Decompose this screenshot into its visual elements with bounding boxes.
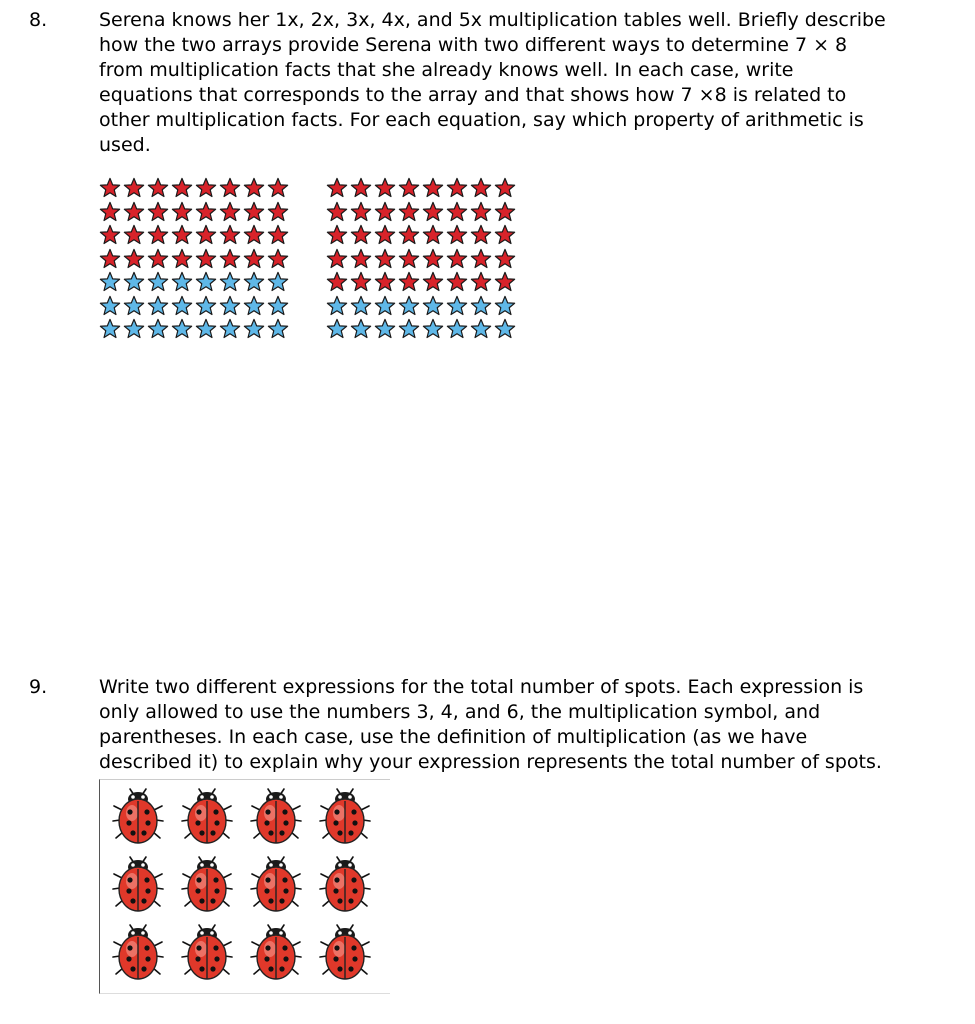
red-star-icon: [374, 271, 396, 293]
question-8-line: Serena knows her 1x, 2x, 3x, 4x, and 5x multiplication tables well. Briefly describe: [99, 9, 886, 31]
star-array-right: [326, 177, 518, 342]
blue-star-icon: [147, 295, 169, 317]
red-star-icon: [470, 201, 492, 223]
question-8-line: how the two arrays provide Serena with two different ways to determine 7 × 8: [99, 34, 848, 56]
red-star-icon: [99, 177, 121, 199]
red-star-icon: [123, 201, 145, 223]
question-9-line: parentheses. In each case, use the definition of multiplication (as we have: [99, 726, 808, 748]
red-star-icon: [494, 224, 516, 246]
red-star-icon: [219, 177, 241, 199]
ladybug-icon: [319, 922, 371, 982]
red-star-icon: [374, 177, 396, 199]
red-star-icon: [494, 177, 516, 199]
blue-star-icon: [171, 318, 193, 340]
blue-star-icon: [267, 271, 289, 293]
blue-star-icon: [494, 318, 516, 340]
red-star-icon: [243, 177, 265, 199]
red-star-icon: [195, 224, 217, 246]
red-star-icon: [422, 224, 444, 246]
red-star-icon: [267, 177, 289, 199]
blue-star-icon: [171, 271, 193, 293]
red-star-icon: [470, 248, 492, 270]
blue-star-icon: [267, 318, 289, 340]
red-star-icon: [243, 201, 265, 223]
question-9-line: Write two different expressions for the total number of spots. Each expression is: [99, 676, 864, 698]
blue-star-icon: [374, 295, 396, 317]
ladybug-icon: [112, 854, 164, 914]
blue-star-icon: [446, 318, 468, 340]
red-star-icon: [219, 248, 241, 270]
blue-star-icon: [398, 295, 420, 317]
red-star-icon: [326, 224, 348, 246]
red-star-icon: [446, 224, 468, 246]
red-star-icon: [171, 224, 193, 246]
red-star-icon: [326, 201, 348, 223]
question-8-line: other multiplication facts. For each equation, say which property of arithmetic is: [99, 109, 864, 131]
red-star-icon: [422, 271, 444, 293]
red-star-icon: [374, 201, 396, 223]
red-star-icon: [422, 201, 444, 223]
blue-star-icon: [195, 318, 217, 340]
red-star-icon: [147, 248, 169, 270]
red-star-icon: [99, 201, 121, 223]
red-star-icon: [99, 248, 121, 270]
blue-star-icon: [123, 271, 145, 293]
red-star-icon: [243, 248, 265, 270]
ladybug-icon: [112, 922, 164, 982]
red-star-icon: [446, 201, 468, 223]
question-8-line: from multiplication facts that she already knows well. In each case, write: [99, 59, 794, 81]
blue-star-icon: [99, 295, 121, 317]
blue-star-icon: [219, 271, 241, 293]
red-star-icon: [243, 224, 265, 246]
blue-star-icon: [219, 318, 241, 340]
star-array-left: [99, 177, 291, 342]
red-star-icon: [171, 248, 193, 270]
blue-star-icon: [243, 295, 265, 317]
red-star-icon: [123, 248, 145, 270]
blue-star-icon: [195, 271, 217, 293]
red-star-icon: [219, 224, 241, 246]
red-star-icon: [422, 248, 444, 270]
red-star-icon: [123, 177, 145, 199]
red-star-icon: [350, 224, 372, 246]
blue-star-icon: [219, 295, 241, 317]
question-9-text: [99, 675, 959, 775]
blue-star-icon: [147, 271, 169, 293]
blue-star-icon: [470, 318, 492, 340]
blue-star-icon: [326, 318, 348, 340]
red-star-icon: [494, 248, 516, 270]
red-star-icon: [422, 177, 444, 199]
blue-star-icon: [494, 295, 516, 317]
red-star-icon: [350, 271, 372, 293]
blue-star-icon: [267, 295, 289, 317]
blue-star-icon: [123, 295, 145, 317]
blue-star-icon: [350, 318, 372, 340]
ladybug-icon: [181, 922, 233, 982]
red-star-icon: [350, 201, 372, 223]
red-star-icon: [398, 177, 420, 199]
blue-star-icon: [123, 318, 145, 340]
question-8-text: [99, 8, 959, 158]
red-star-icon: [374, 224, 396, 246]
blue-star-icon: [195, 295, 217, 317]
red-star-icon: [398, 224, 420, 246]
red-star-icon: [398, 248, 420, 270]
blue-star-icon: [99, 271, 121, 293]
red-star-icon: [267, 224, 289, 246]
red-star-icon: [147, 177, 169, 199]
red-star-icon: [123, 224, 145, 246]
red-star-icon: [470, 224, 492, 246]
red-star-icon: [494, 271, 516, 293]
ladybug-icon: [112, 786, 164, 846]
red-star-icon: [219, 201, 241, 223]
blue-star-icon: [243, 318, 265, 340]
red-star-icon: [350, 177, 372, 199]
blue-star-icon: [446, 295, 468, 317]
red-star-icon: [446, 177, 468, 199]
red-star-icon: [494, 201, 516, 223]
red-star-icon: [147, 224, 169, 246]
ladybug-icon: [250, 786, 302, 846]
ladybug-icon: [181, 854, 233, 914]
question-8-number: 8.: [29, 9, 48, 31]
red-star-icon: [171, 177, 193, 199]
red-star-icon: [171, 201, 193, 223]
question-9-line: described it) to explain why your expression represents the total number of spots.: [99, 751, 882, 773]
blue-star-icon: [147, 318, 169, 340]
question-9-number: 9.: [29, 676, 48, 698]
red-star-icon: [374, 248, 396, 270]
blue-star-icon: [171, 295, 193, 317]
ladybug-icon: [319, 786, 371, 846]
red-star-icon: [350, 248, 372, 270]
blue-star-icon: [422, 318, 444, 340]
blue-star-icon: [99, 318, 121, 340]
red-star-icon: [195, 177, 217, 199]
blue-star-icon: [326, 295, 348, 317]
ladybug-array: [99, 779, 390, 994]
red-star-icon: [147, 201, 169, 223]
ladybug-icon: [319, 854, 371, 914]
red-star-icon: [195, 248, 217, 270]
ladybug-icon: [250, 854, 302, 914]
blue-star-icon: [350, 295, 372, 317]
blue-star-icon: [422, 295, 444, 317]
ladybug-icon: [181, 786, 233, 846]
red-star-icon: [195, 201, 217, 223]
red-star-icon: [267, 248, 289, 270]
red-star-icon: [398, 201, 420, 223]
blue-star-icon: [470, 295, 492, 317]
red-star-icon: [326, 248, 348, 270]
blue-star-icon: [374, 318, 396, 340]
red-star-icon: [470, 271, 492, 293]
ladybug-icon: [250, 922, 302, 982]
red-star-icon: [267, 201, 289, 223]
question-9-line: only allowed to use the numbers 3, 4, and 6, the multiplication symbol, and: [99, 701, 821, 723]
red-star-icon: [446, 271, 468, 293]
red-star-icon: [446, 248, 468, 270]
blue-star-icon: [398, 318, 420, 340]
red-star-icon: [326, 177, 348, 199]
blue-star-icon: [243, 271, 265, 293]
red-star-icon: [470, 177, 492, 199]
red-star-icon: [398, 271, 420, 293]
question-8-line: equations that corresponds to the array and that shows how 7 ×8 is related to: [99, 84, 847, 106]
question-8-line: used.: [99, 134, 151, 156]
red-star-icon: [326, 271, 348, 293]
red-star-icon: [99, 224, 121, 246]
